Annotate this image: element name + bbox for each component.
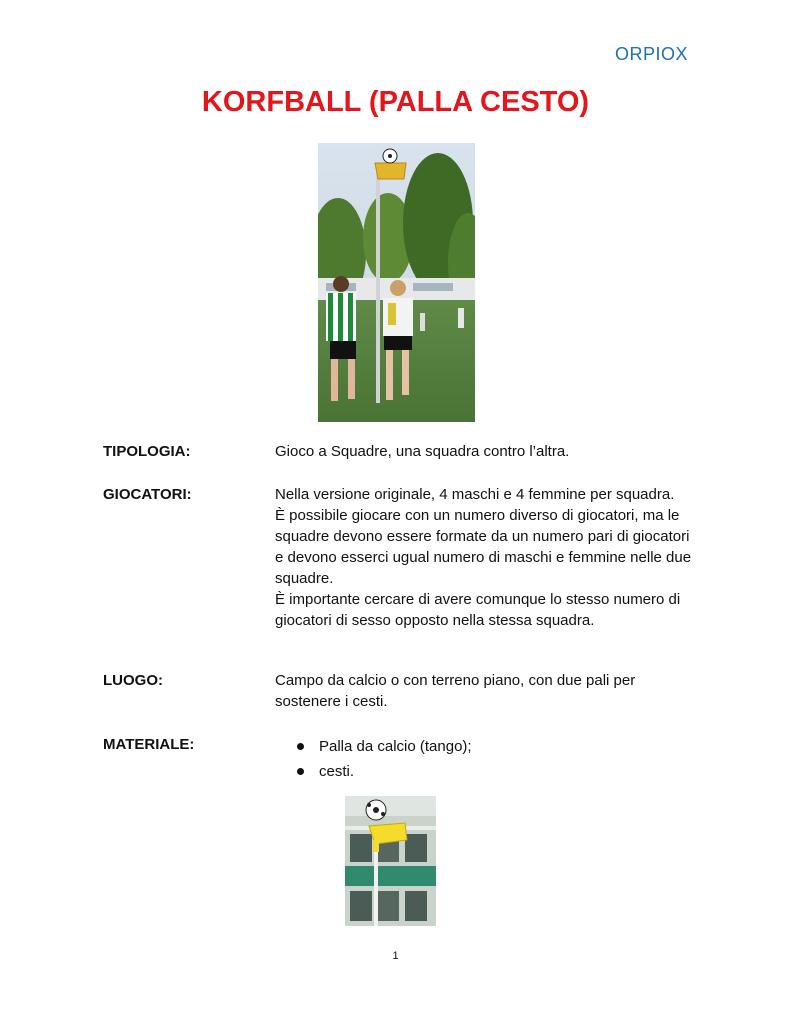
materiale-label: MATERIALE: [103, 736, 195, 753]
giocatori-paragraph: È importante cercare di avere comunque lo stesso numero di giocatori di sesso opposto nella stessa squadra. [275, 591, 681, 629]
bullet-icon [297, 768, 304, 775]
brand-logo: ORPIOX [614, 44, 688, 64]
materiale-list-wrapper [275, 734, 695, 784]
materiale-list [275, 734, 695, 784]
tipologia-label: TIPOLOGIA: [103, 443, 191, 460]
bullet-icon [297, 743, 304, 750]
list-item [275, 759, 695, 784]
page-title: KORFBALL (PALLA CESTO) [201, 86, 590, 118]
giocatori-paragraph: Nella versione originale, 4 maschi e 4 femmine per squadra. [275, 486, 675, 503]
giocatori-paragraph: È possibile giocare con un numero diverso di giocatori, ma le squadre devono essere formate da un numero pari di giocatori e devono esserci ugual numero di maschi e femmine nelle due squadre. [275, 507, 692, 587]
list-item [275, 734, 695, 759]
list-item-text: Palla da calcio (tango); [319, 738, 472, 755]
luogo-label: LUOGO: [103, 672, 163, 689]
korfball-game-photo [318, 143, 475, 422]
luogo-text: Campo da calcio o con terreno piano, con due pali per sostenere i cesti. [275, 672, 636, 710]
giocatori-label: GIOCATORI: [103, 486, 192, 503]
page-number: 1 [392, 950, 399, 962]
korfball-basket-photo [345, 796, 436, 926]
list-item-text: cesti. [319, 763, 355, 780]
tipologia-text: Gioco a Squadre, una squadra contro l’altra. [275, 443, 570, 460]
giocatori-text [275, 484, 695, 631]
